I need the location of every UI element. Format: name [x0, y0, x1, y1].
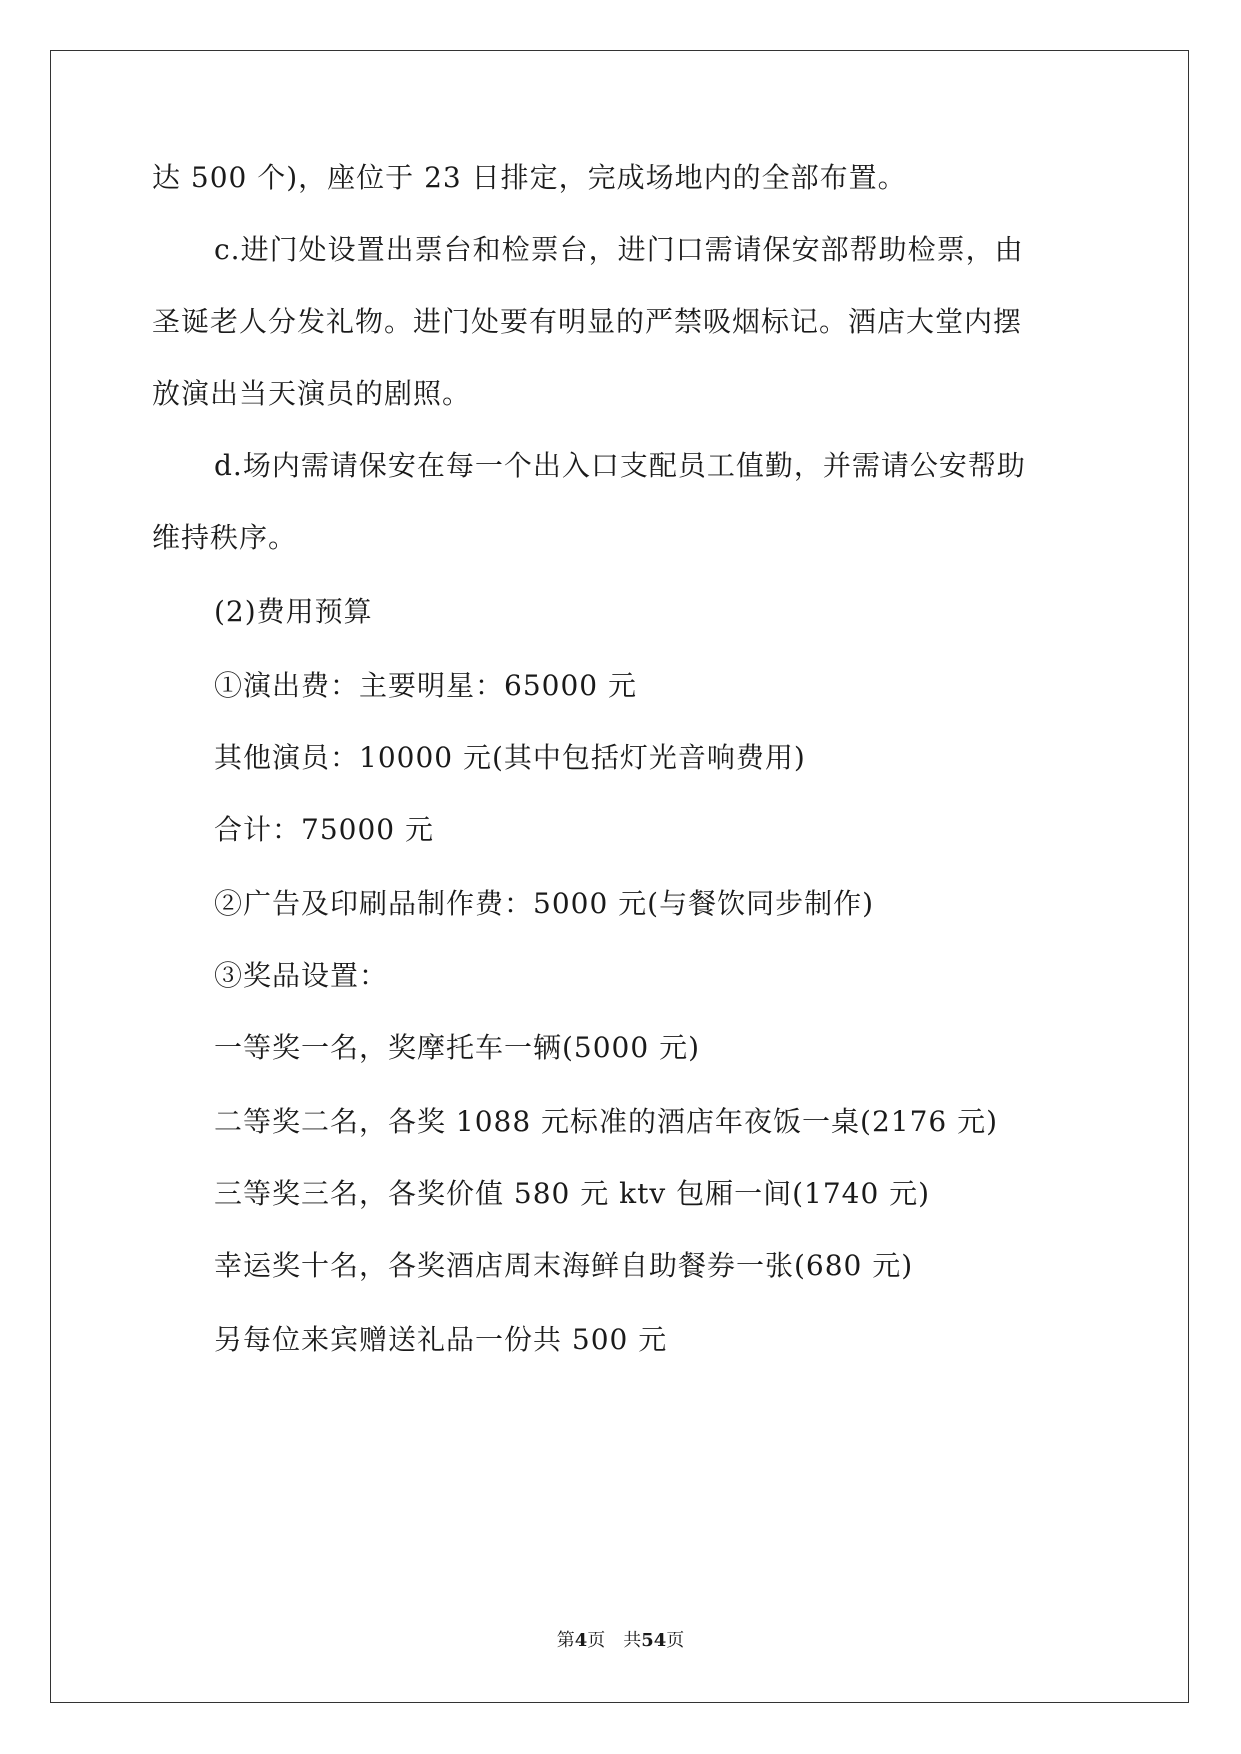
body-line-12: ③奖品设置：	[214, 959, 389, 992]
body-line-13: 一等奖一名，奖摩托车一辆(5000 元)	[214, 1031, 701, 1064]
body-line-17: 另每位来宾赠送礼品一份共 500 元	[214, 1323, 668, 1356]
body-line-10: 合计：75000 元	[214, 813, 434, 846]
body-line-8: ①演出费：主要明星：65000 元	[214, 669, 637, 702]
body-line-15: 三等奖三名，各奖价值 580 元 ktv 包厢一间(1740 元)	[214, 1177, 931, 1210]
total-prefix: 共	[623, 1630, 642, 1651]
body-line-1: 达 500 个)，座位于 23 日排定，完成场地内的全部布置。	[152, 161, 907, 194]
body-line-6: 维持秩序。	[152, 521, 298, 554]
section-heading-budget: (2)费用预算	[214, 595, 373, 628]
body-line-9: 其他演员：10000 元(其中包括灯光音响费用)	[214, 741, 806, 774]
page-suffix: 页	[587, 1630, 606, 1651]
total-suffix: 页	[666, 1630, 685, 1651]
body-line-2: c.进门处设置出票台和检票台，进门口需请保安部帮助检票，由	[214, 233, 1024, 266]
body-line-4: 放演出当天演员的剧照。	[152, 377, 472, 410]
page-footer	[0, 1630, 1241, 1652]
page-number: 4	[574, 1630, 588, 1651]
page-prefix: 第	[556, 1630, 575, 1651]
body-line-5: d.场内需请保安在每一个出入口支配员工值勤，并需请公安帮助	[214, 449, 1026, 482]
total-pages: 54	[641, 1630, 667, 1651]
body-line-3: 圣诞老人分发礼物。进门处要有明显的严禁吸烟标记。酒店大堂内摆	[152, 305, 1023, 338]
body-line-16: 幸运奖十名，各奖酒店周末海鲜自助餐券一张(680 元)	[214, 1249, 914, 1282]
body-line-14: 二等奖二名，各奖 1088 元标准的酒店年夜饭一桌(2176 元)	[214, 1105, 999, 1138]
body-line-11: ②广告及印刷品制作费：5000 元(与餐饮同步制作)	[214, 887, 875, 920]
page-border	[50, 50, 1189, 1703]
